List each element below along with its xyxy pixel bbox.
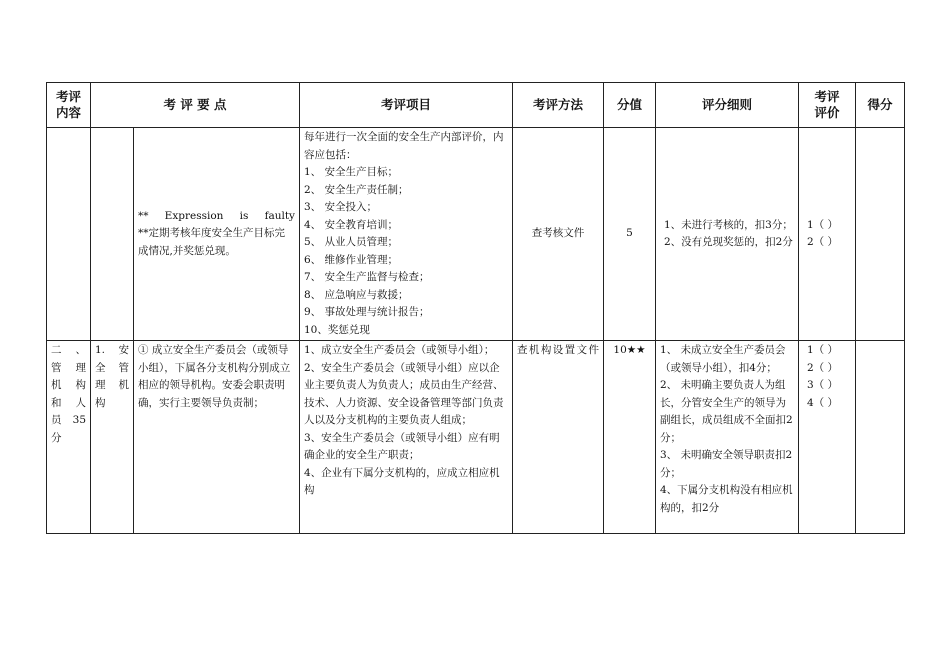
eval-cell: [799, 341, 856, 534]
point-cell: [134, 341, 300, 534]
rule-line: 3、 未明确安全领导职责扣2分；: [660, 449, 793, 479]
item-line: 2、 安全生产责任制；: [304, 183, 409, 196]
item-line: 4、企业有下属分支机构的，应成立相应机构: [304, 466, 500, 496]
eval-line: 1（ ）: [807, 344, 839, 356]
evaluation-table: [46, 82, 905, 534]
got-cell: [856, 341, 905, 534]
item-line: 每年进行一次全面的安全生产内部评价，内容应包括：: [304, 131, 504, 161]
eval-line: 2（ ）: [807, 361, 839, 374]
content-cell: [47, 341, 91, 534]
rule-line: 2、 未明确主要负责人为组长，分管安全生产的领导为副组长，成员组成不全面扣2分；: [660, 379, 793, 444]
rule-line: 2、没有兑现奖惩的，扣2分: [664, 236, 793, 248]
point-cell: [134, 128, 300, 341]
header-score: 分值: [604, 83, 656, 128]
item-cell: [300, 341, 513, 534]
method-cell: [513, 128, 604, 341]
rule-cell: [656, 341, 799, 534]
rule-line: 1、 未成立安全生产委员会（或领导小组），扣4分；: [660, 344, 786, 374]
header-row: [47, 83, 905, 128]
rule-cell: [656, 128, 799, 341]
item-line: 4、 安全教育培训；: [304, 218, 399, 231]
item-line: 9、 事故处理与统计报告；: [304, 306, 430, 318]
table-row: [47, 341, 905, 534]
point-line: **定期考核年度安全生产目标完成情况,并奖惩兑现。: [138, 227, 285, 257]
score-text: 5: [626, 227, 633, 240]
header-got: 得分: [856, 83, 905, 128]
sub-cell: [91, 341, 134, 534]
rule-line: 4、下属分支机构没有相应机构的，扣2分: [660, 484, 793, 514]
item-line: 10、奖惩兑现: [304, 323, 370, 336]
item-line: 1、 安全生产目标；: [304, 166, 399, 178]
method-text: 查机构设置文件: [517, 344, 599, 356]
table-row: [47, 128, 905, 341]
header-rule: 评分细则: [656, 83, 799, 128]
eval-cell: [799, 128, 856, 341]
item-line: 6、 维修作业管理；: [304, 253, 399, 266]
header-points: 考 评 要 点: [91, 83, 300, 128]
content-text: 二 、 管 理 机 构 和 人 员 35分: [51, 344, 86, 444]
item-line: 8、 应急响应与救援；: [304, 288, 409, 301]
content-cell: [47, 128, 91, 341]
eval-line: 4（ ）: [807, 396, 839, 409]
method-cell: [513, 341, 604, 534]
item-line: 7、 安全生产监督与检查；: [304, 271, 430, 283]
header-content: [47, 83, 91, 128]
score-text: 10★★: [613, 344, 646, 356]
item-line: 2、安全生产委员会（或领导小组）应以企业主要负责人为负责人；成员由生产经营、技术、人力资源、安全设备管理等部门负责人以及分支机构的主要负责人组成；: [304, 361, 504, 426]
method-text: 查考核文件: [531, 227, 585, 240]
eval-line: 1（ ）: [807, 218, 839, 231]
score-cell: [604, 128, 656, 341]
score-cell: [604, 341, 656, 534]
rule-line: 1、未进行考核的，扣3分；: [664, 218, 793, 231]
item-line: 5、 从业人员管理；: [304, 236, 399, 248]
header-item: 考评项目: [300, 83, 513, 128]
header-eval: [799, 83, 856, 128]
header-content-text: 考评 内容: [55, 89, 81, 120]
eval-line: 3（ ）: [807, 379, 839, 391]
header-method: 考评方法: [513, 83, 604, 128]
eval-line: 2（ ）: [807, 236, 839, 248]
item-line: 3、 安全投入；: [304, 201, 378, 213]
sub-cell: [91, 128, 134, 341]
item-line: 1、成立安全生产委员会（或领导小组）；: [304, 344, 495, 356]
item-cell: [300, 128, 513, 341]
got-cell: [856, 128, 905, 341]
sub-text: 1. 安 全 管 理 机 构: [95, 344, 129, 409]
header-eval-text: 考评 评价: [814, 89, 840, 120]
item-line: 3、安全生产委员会（或领导小组）应有明确企业的安全生产职责；: [304, 431, 500, 461]
point-text: ① 成立安全生产委员会（或领导小组），下属各分支机构分别成立相应的领导机构。安委会职责明确，实行主要领导负责制；: [138, 344, 291, 409]
point-line: ** Expression is faulty: [138, 209, 295, 222]
